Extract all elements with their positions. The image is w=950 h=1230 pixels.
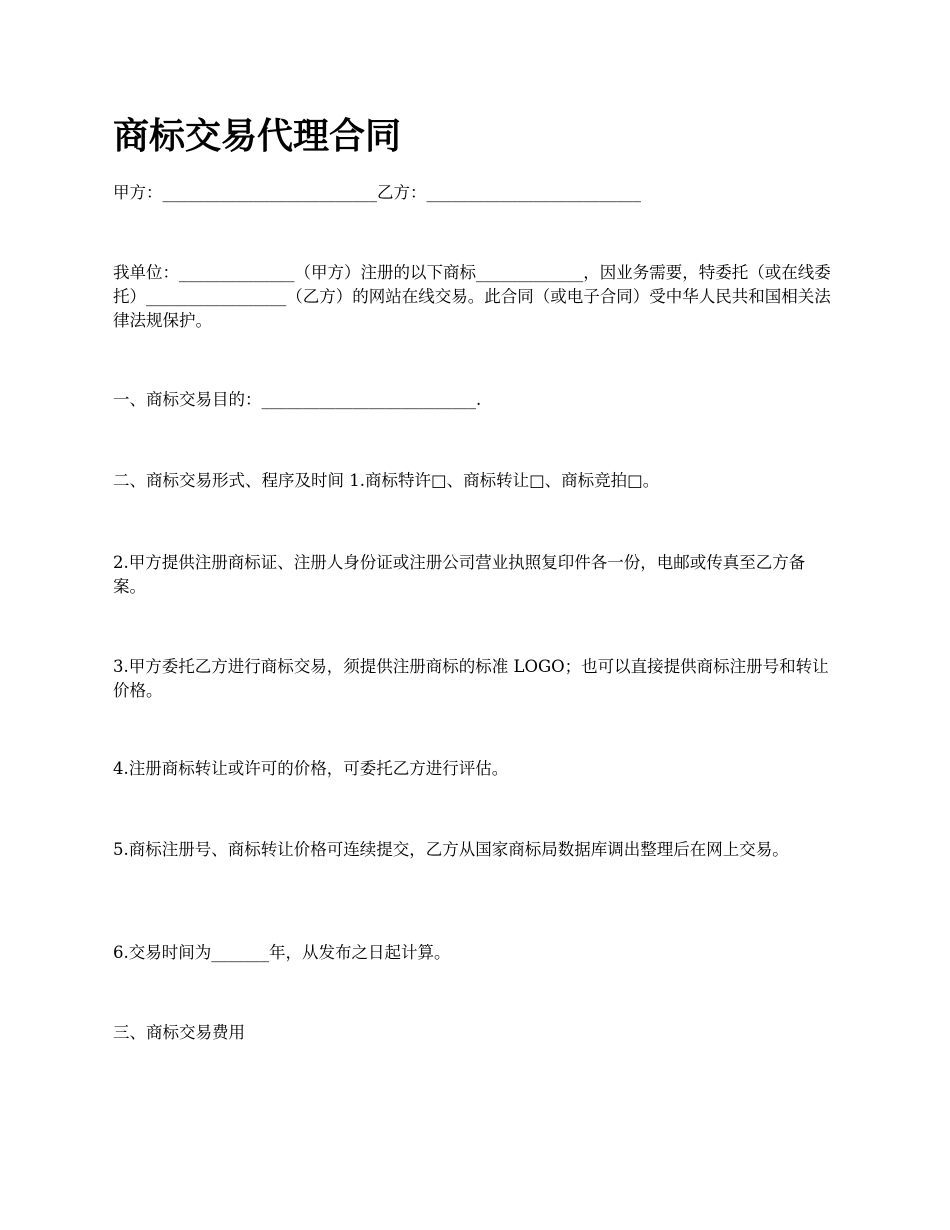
- clause-4: 4.注册商标转让或许可的价格，可委托乙方进行评估。: [113, 759, 509, 778]
- intro-paragraph: 我单位：______________（甲方）注册的以下商标_____________，因业务需要，特委托（或在线委托）_________________（乙方）的网站在线交易。此合同（或电子合同）受中华人民共和国相关法律法规保护。: [113, 263, 831, 330]
- section-1-purpose: 一、商标交易目的：__________________________.: [113, 390, 482, 409]
- clause-6: 6.交易时间为_______年，从发布之日起计算。: [113, 943, 451, 962]
- section-2-heading: 二、商标交易形式、程序及时间 1.商标特许□、商标转让□、商标竞拍□。: [113, 471, 660, 490]
- clause-5: 5.商标注册号、商标转让价格可连续提交，乙方从国家商标局数据库调出整理后在网上交易。: [113, 840, 789, 859]
- section-3-heading: 三、商标交易费用: [113, 1023, 245, 1042]
- clause-3: 3.甲方委托乙方进行商标交易，须提供注册商标的标准 LOGO；也可以直接提供商标注册号和转让价格。: [113, 657, 829, 700]
- clause-2: 2.甲方提供注册商标证、注册人身份证或注册公司营业执照复印件各一份，电邮或传真至乙方备案。: [113, 553, 806, 596]
- document-title: 商标交易代理合同: [113, 115, 402, 157]
- parties-line: 甲方：__________________________乙方：__________________________: [113, 183, 641, 202]
